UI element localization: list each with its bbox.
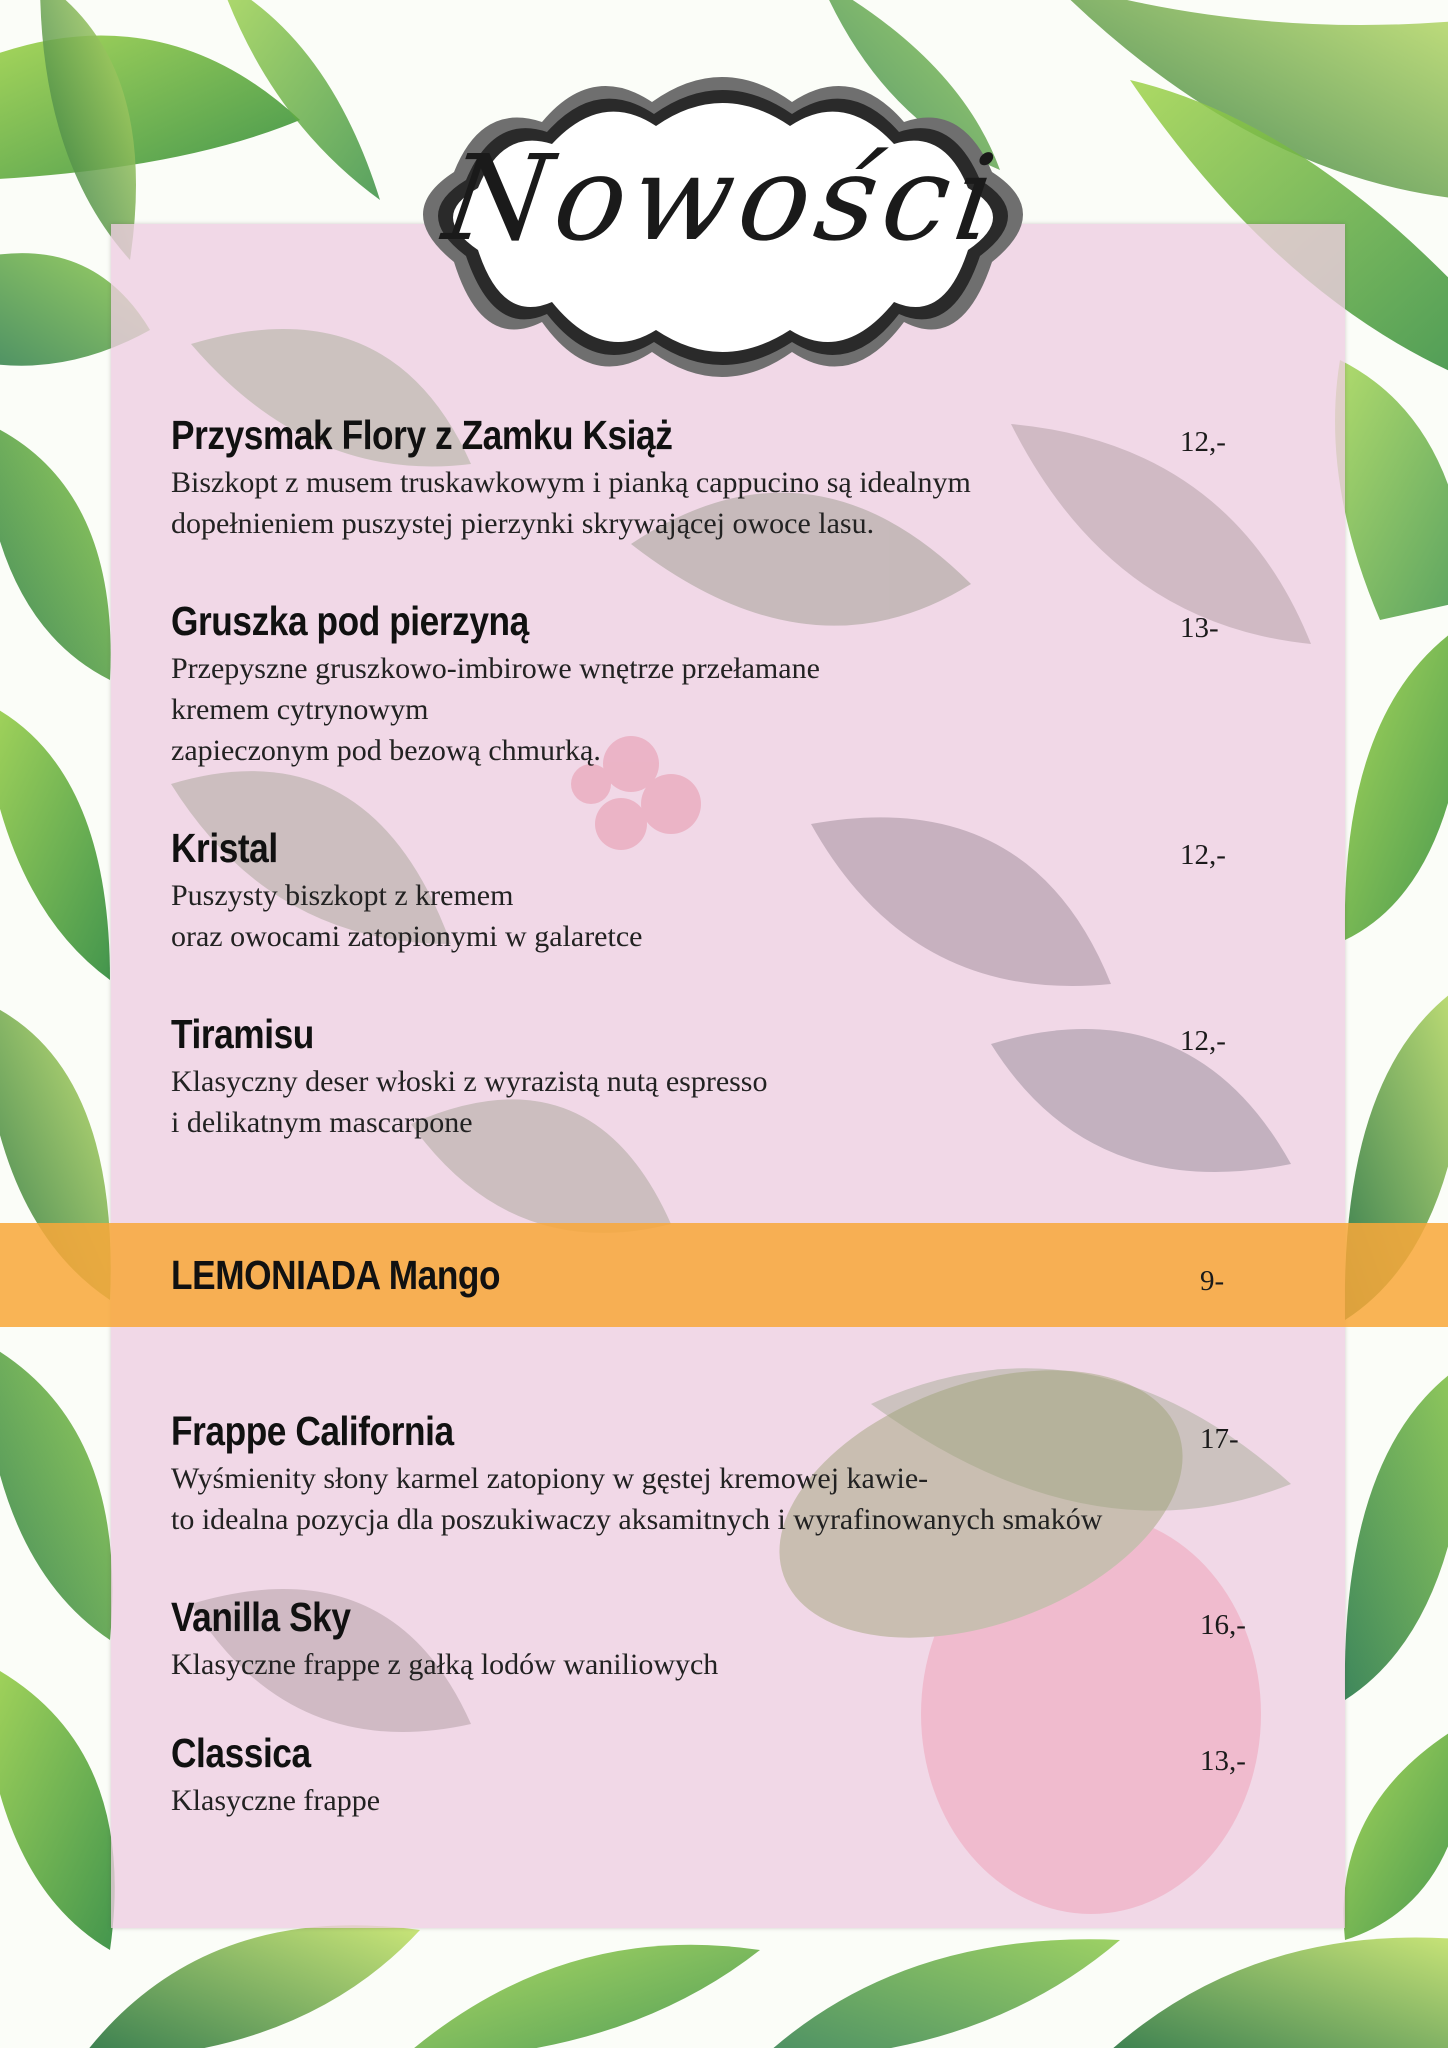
item-price: 16,-	[1200, 1609, 1246, 1641]
item-price: 12,-	[1180, 1025, 1226, 1057]
item-description: Klasyczne frappe	[171, 1784, 381, 1817]
item-name: Kristal	[171, 825, 278, 871]
item-price: 9-	[1200, 1265, 1225, 1297]
item-price: 12,-	[1180, 839, 1226, 871]
item-price: 12,-	[1180, 426, 1226, 458]
item-name: LEMONIADA Mango	[171, 1252, 501, 1298]
item-name: Gruszka pod pierzyną	[171, 598, 529, 644]
item-description: Klasyczne frappe z gałką lodów waniliowych	[171, 1648, 719, 1681]
item-name: Vanilla Sky	[171, 1594, 351, 1640]
item-name: Classica	[171, 1730, 311, 1776]
page-title: Nowości	[436, 129, 1010, 267]
item-description: Biszkopt z musem truskawkowym i pianką cappucino są idealnym dopełnieniem puszystej pierzynki skrywającej owoce lasu.	[171, 466, 971, 540]
item-description: Klasyczny deser włoski z wyrazistą nutą espresso i delikatnym mascarpone	[171, 1065, 768, 1139]
item-name: Przysmak Flory z Zamku Książ	[171, 412, 673, 458]
item-price: 17-	[1200, 1423, 1239, 1455]
item-price: 13-	[1180, 612, 1219, 644]
item-description: Przepyszne gruszkowo-imbirowe wnętrze przełamane kremem cytrynowym zapieczonym pod bezową chmurką.	[171, 652, 820, 767]
item-description: Wyśmienity słony karmel zatopiony w gęstej kremowej kawie- to idealna pozycja dla poszukiwaczy aksamitnych i wyrafinowanych smaków	[171, 1462, 1103, 1536]
item-name: Tiramisu	[171, 1011, 314, 1057]
item-description: Puszysty biszkopt z kremem oraz owocami zatopionymi w galaretce	[171, 879, 643, 953]
item-name: Frappe California	[171, 1408, 454, 1454]
item-price: 13,-	[1200, 1745, 1246, 1777]
